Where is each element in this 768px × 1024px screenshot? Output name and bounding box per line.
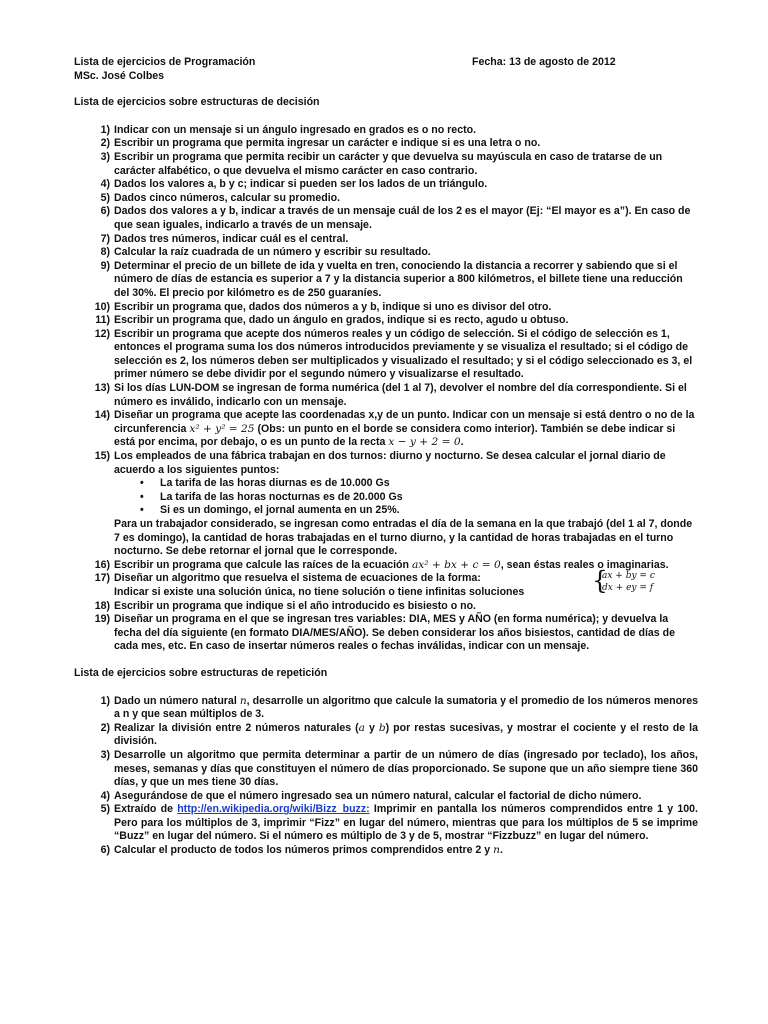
- doc-date: Fecha: 13 de agosto de 2012: [472, 56, 616, 68]
- document-page: [74, 56, 698, 858]
- section-title-decision: Lista de ejercicios sobre estructuras de decisión: [74, 96, 320, 109]
- list-item: 2) Escribir un programa que permita ingresar un carácter e indique si es una letra o no.: [100, 137, 541, 150]
- bullet-item: • La tarifa de las horas diurnas es de 10.000 Gs: [160, 477, 698, 491]
- list-item: 10) Escribir un programa que, dados dos números a y b, indique si uno es divisor del otro.: [94, 300, 552, 313]
- section-title-repeticion: Lista de ejercicios sobre estructuras de repetición: [74, 666, 328, 679]
- brace-icon: {: [592, 566, 608, 596]
- bullet-item: • La tarifa de las horas nocturnas es de 20.000 Gs: [160, 491, 698, 505]
- header-row: [74, 56, 698, 70]
- line-equation: x − y + 2 = 0: [388, 436, 461, 449]
- list-item: 4) Dados los valores a, b y c; indicar si pueden ser los lados de un triángulo.: [100, 178, 488, 191]
- decision-list: [74, 124, 698, 654]
- quadratic-equation: ax² + bx + c = 0: [411, 558, 501, 571]
- equation-system: { ax + by = c dx + ey = f: [592, 566, 655, 596]
- list-item: 18) Escribir un programa que indique si el año introducido es bisiesto o no.: [94, 599, 477, 612]
- list-item: 6) Calcular el producto de todos los números primos comprendidos entre 2 y n.: [100, 844, 503, 857]
- wikipedia-link[interactable]: http://en.wikipedia.org/wiki/Bizz_buzz:: [177, 803, 370, 816]
- list-item: 3) Desarrolle un algoritmo que permita determinar a partir de un número de días (ingresado por teclado), los años, meses, semanas y días que constituyen el número de días proporcionado. Se supone que un año siempre tiene 360 días, y que un mes tiene 30 días.: [100, 748, 698, 789]
- list-item: 12) Escribir un programa que acepte dos números reales y un código de selección. Si el código de selección es 1, entonces el programa suma los dos números introducidos previamente y se visualiza el resultado; si el código de selección es 2, los números deben ser multiplicados y visualizado el resultado; y si el código seleccionado es 3, el primer número se debe dividir por el segundo número y visualizarse el resultado.: [94, 327, 693, 381]
- list-item: 17) Diseñar un algoritmo que resuelva el sistema de ecuaciones de la forma: Indicar si existe una solución única, no tiene solución o tiene infinitas soluciones { ax + by = c dx + ey = f: [94, 566, 655, 598]
- repeticion-list: [74, 695, 698, 858]
- list-item: 1) Indicar con un mensaje si un ángulo ingresado en grados es o no recto.: [100, 123, 477, 136]
- list-item: 19) Diseñar un programa en el que se ingresan tres variables: DIA, MES y AÑO (en forma numérica); y devuelva la fecha del día siguiente (en formato DIA/MES/AÑO). Se deben considerar los años bisiestos, cantidad de días de cada mes, etc. En caso de insertar números reales o fechas inválidas, indicar con un mensaje.: [94, 613, 676, 653]
- list-item: 14) Diseñar un programa que acepte las coordenadas x,y de un punto. Indicar con un mensaje si está dentro o no de la circunferencia x² + y² = 25 (Obs: un punto en el borde se considera como interior). También se debe indicar si está por encima, por debajo, o es un punto de la recta x − y + 2 = 0.: [94, 409, 695, 449]
- list-item: 3) Escribir un programa que permita recibir un carácter y que devuelva su mayúscula en caso de tratarse de un carácter alfabético, o que devuelva el mismo carácter en caso contrario.: [100, 150, 663, 177]
- bullet-item: • Si es un domingo, el jornal aumenta en un 25%.: [160, 504, 698, 518]
- list-item: 6) Dados dos valores a y b, indicar a través de un mensaje cuál de los 2 es el mayor (Ej: “El mayor es a”). En caso de que sean iguales, indicarlo a través de un mensaje.: [100, 205, 691, 231]
- tarifa-bullets: [114, 477, 698, 518]
- list-item: 2) Realizar la división entre 2 números naturales (a y b) por restas sucesivas, y mostrar el cociente y el resto de la división.: [100, 721, 699, 748]
- list-item: 15) Los empleados de una fábrica trabajan en dos turnos: diurno y nocturno. Se desea calcular el jornal diario de acuerdo a los siguientes puntos: • La tarifa de las horas diurnas es de 10.000 Gs • La tarifa de las horas nocturnas es de 20.000 Gs • Si es un domingo, el jornal aumenta en un 25%. Para un trabajador considerado, se ingresan como entradas el día de la semana en la que trabajó (del 1 al 7, donde 7 es domingo), la cantidad de horas trabajadas en el turno diurno, y la cantidad de horas trabajadas en el turno nocturno. Se debe retornar el jornal que le corresponde.: [74, 450, 698, 559]
- list-item: 8) Calcular la raíz cuadrada de un número y escribir su resultado.: [100, 246, 431, 259]
- list-item: 4) Asegurándose de que el número ingresado sea un número natural, calcular el factorial de dicho número.: [100, 789, 642, 802]
- list-item: 1) Dado un número natural n, desarrolle un algoritmo que calcule la sumatoria y el promedio de los números menores a n y que sean múltiplos de 3.: [100, 694, 698, 721]
- list-item: 5) Dados cinco números, calcular su promedio.: [100, 191, 341, 204]
- doc-author: MSc. José Colbes: [74, 69, 165, 82]
- list-item: 13) Si los días LUN-DOM se ingresan de forma numérica (del 1 al 7), devolver el nombre del día correspondiente. Si el número es inválido, indicarlo con un mensaje.: [94, 382, 687, 408]
- list-item: 11) Escribir un programa que, dado un ángulo en grados, indique si es recto, agudo u obtuso.: [95, 314, 569, 327]
- list-item: 7) Dados tres números, indicar cuál es el central.: [100, 232, 349, 245]
- doc-title: Lista de ejercicios de Programación: [74, 56, 256, 68]
- item-continuation: Para un trabajador considerado, se ingresan como entradas el día de la semana en la que trabajó (del 1 al 7, donde 7 es domingo), la cantidad de horas trabajadas en el turno diurno, y la cantidad de horas trabajadas en el turno nocturno. Se debe retornar el jornal que le corresponde.: [114, 518, 693, 558]
- list-item: 9) Determinar el precio de un billete de ida y vuelta en tren, conociendo la distancia a recorrer y sabiendo que si el número de días de estancia es superior a 7 y la distancia superior a 800 kilómetros, el billete tiene una reducción del 30%. El precio por kilómetro es de 250 guaraníes.: [100, 259, 683, 299]
- list-item: 5) Extraído de http://en.wikipedia.org/wiki/Bizz_buzz: Imprimir en pantalla los números comprendidos entre 1 y 100. Pero para los múltiplos de 3, imprimir “Fizz” en lugar del número, mientras que para los múltiplos de 5 se imprime “Buzz” en lugar del número. Si el número es múltiplo de 3 y de 5, mostrar “Fizzbuzz” en lugar del número.: [100, 803, 698, 843]
- list-item: 16) Escribir un programa que calcule las raíces de la ecuación ax² + bx + c = 0, sean éstas reales o imaginarias.: [94, 558, 669, 571]
- circle-equation: x² + y² = 25: [189, 422, 255, 435]
